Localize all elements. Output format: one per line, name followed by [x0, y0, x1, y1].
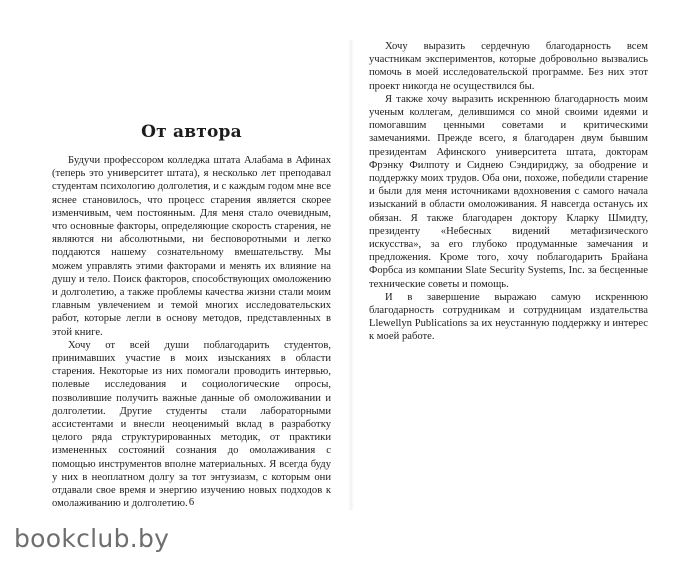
right-page: [369, 40, 648, 344]
left-page: [52, 122, 331, 510]
left-paragraph-1: Будучи профессором колледжа штата Алабама в Афинах (теперь это университет штата), я несколько лет преподавал студентам психологию долголетия, и с каждым годом мне все яснее становилось, что процесс старения является скорее изменчивым, чем постоянным. Для меня стало очевидным, что основные факторы, определяющие скорость старения, не являются ни абсолютными, ни бесповоротными и легко поддаются нашему сознательному вмешательству. Мы можем управлять этими факторами и менять их влияние на душу и тело. Поиск факторов, способствующих омоложению и долголетию, а также проблемы качества жизни стали моим главным увлечением и темой многих исследовательских работ, которые легли в основу методов, представленных в этой книге.: [52, 155, 331, 338]
page-heading: От автора: [141, 122, 242, 142]
left-paragraph-2: Хочу от всей души поблагодарить студентов, принимавших участие в моих изысканиях в области старения. Некоторые из них помогали проводить интервью, полевые исследования и социологические опросы, позволившие получить важные данные об омоложивании и долголетии. Другие студенты стали лабораторными ассистентами и внесли неоценимый вклад в разработку целого ряда структурированных методик, от практики измененных состояний сознания до омолаживания с помощью инструментов вполне материальных. Я всегда буду у них в неоплатном долгу за тот энтузиазм, с которым они отдавали свое время и энергию изучению новых подходов к омолаживанию и долголетию.: [52, 339, 331, 510]
watermark-text: bookclub.by: [14, 524, 170, 553]
right-paragraph-1: Хочу выразить сердечную благодарность всем участникам экспериментов, которые добровольно вызвались помочь в моей исследовательской программе. Без них этот проект никогда не осуществился бы.: [369, 41, 648, 92]
page-number: 6: [188, 497, 195, 508]
right-paragraph-2: Я также хочу выразить искреннюю благодарность моим ученым коллегам, делившимся со мной своими идеями и помогавшим ценными советами и критическими замечаниями. Прежде всего, я благодарен двум бывшим президентам Афинского университета штата, докторам Фрэнку Филпоту и Сиднею Сэндириджу, за ободрение и поддержку моих трудов. Оба они, похоже, победили старение и были для меня источниками вдохновения с самого начала изысканий в области омоложивания. Я навсегда останусь их обязан. Я также благодарен доктору Кларку Шмидту, президенту «Небесных видений метафизического искусства», за его глубоко продуманные замечания и предложения. Кроме того, хочу поблагодарить Брайана Форбса из компании Slate Security Systems, Inc. за бесценные технические советы и помощь.: [369, 93, 648, 290]
book-gutter: [348, 40, 354, 510]
right-paragraph-3: И в завершение выражаю самую искреннюю благодарность сотрудникам и сотрудницам издательства Llewellyn Publications за их неустанную поддержку и интерес к моей работе.: [369, 291, 648, 343]
